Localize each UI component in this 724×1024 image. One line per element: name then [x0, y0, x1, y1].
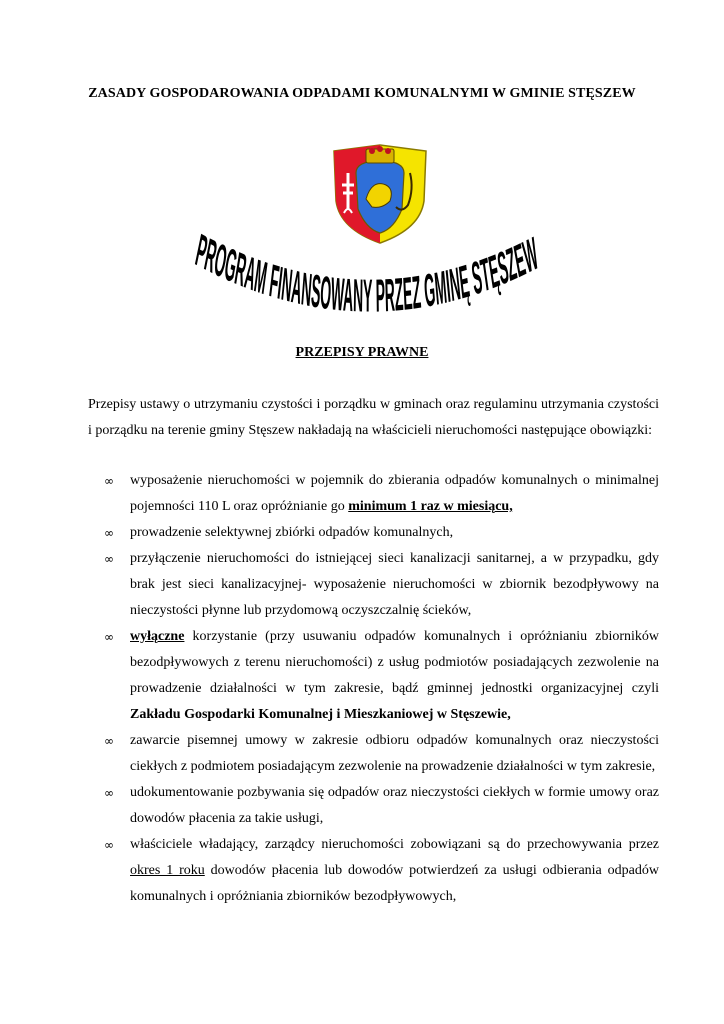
list-item [88, 832, 659, 910]
svg-text:PROGRAM FINANSOWANY PRZEZ GMIN: PROGRAM FINANSOWANY PRZEZ GMINĘ STĘSZEW [191, 222, 556, 322]
infinity-bullet-icon: ∞ [104, 526, 114, 540]
list-item [88, 520, 659, 546]
infinity-bullet-icon: ∞ [104, 786, 114, 800]
item-text: właściciele władający, zarządcy nieruchomości zobowiązani są do przechowywania przez [130, 837, 659, 852]
item-text: korzystanie (przy usuwaniu odpadów komunalnych i opróżnianiu zbiorników bezodpływowych z terenu nieruchomości) z usług podmiotów posiadających zezwolenie na prowadzenie działalności w tym zakresie, bądź gminnej jednostki organizacyjnej czyli [130, 629, 659, 696]
list-item [88, 780, 659, 832]
infinity-bullet-icon: ∞ [104, 552, 114, 566]
intro-text: Przepisy ustawy o utrzymaniu czystości i porządku w gminach oraz regulaminu utrzymania czystości i porządku na terenie gminy Stęszew nakładają na właścicieli nieruchomości następujące obowiązki: [88, 397, 659, 438]
item-text: zawarcie pisemnej umowy w zakresie odbioru odpadów komunalnych oraz nieczystości ciekłych z podmiotem posiadającym zezwolenie na prowadzenie działalności w tym zakresie, [130, 733, 659, 774]
item-text: przyłączenie nieruchomości do istniejącej sieci kanalizacji sanitarnej, a w przypadku, gdy brak jest sieci kanalizacyjnej- wyposażenie nieruchomości w zbiornik bezodpływowy na nieczystości płynne lub przydomową oczyszczalnię ścieków, [130, 551, 659, 618]
item-text: wyposażenie nieruchomości w pojemnik do zbierania odpadów komunalnych o minimalnej pojemności 110 L oraz opróżnianie go [130, 473, 659, 514]
intro-paragraph [88, 392, 659, 444]
section-title: PRZEPISY PRAWNE [295, 345, 429, 360]
infinity-bullet-icon: ∞ [104, 474, 114, 488]
list-item [88, 468, 659, 520]
item-bold: Zakładu Gospodarki Komunalnej i Mieszkaniowej w Stęszewie, [130, 707, 511, 722]
infinity-bullet-icon: ∞ [104, 734, 114, 748]
item-emphasis: wyłączne [130, 629, 185, 644]
page-title: ZASADY GOSPODAROWANIA ODPADAMI KOMUNALNYMI W GMINIE STĘSZEW [88, 86, 636, 101]
item-text: udokumentowanie pozbywania się odpadów oraz nieczystości ciekłych w formie umowy oraz dowodów płacenia za takie usługi, [130, 785, 659, 826]
item-text-continued: dowodów płacenia lub dowodów potwierdzeń za usługi odbierania odpadów komunalnych i opróżniania zbiorników bezodpływowych, [130, 863, 659, 904]
item-emphasis: minimum 1 raz w miesiącu, [348, 499, 513, 514]
item-text: prowadzenie selektywnej zbiórki odpadów komunalnych, [130, 525, 454, 540]
infinity-bullet-icon: ∞ [104, 838, 114, 852]
list-item [88, 728, 659, 780]
obligations-list [88, 468, 659, 910]
infinity-bullet-icon: ∞ [104, 630, 114, 644]
item-underline: okres 1 roku [130, 863, 205, 878]
list-item [88, 624, 659, 728]
program-banner [180, 222, 560, 322]
list-item [88, 546, 659, 624]
